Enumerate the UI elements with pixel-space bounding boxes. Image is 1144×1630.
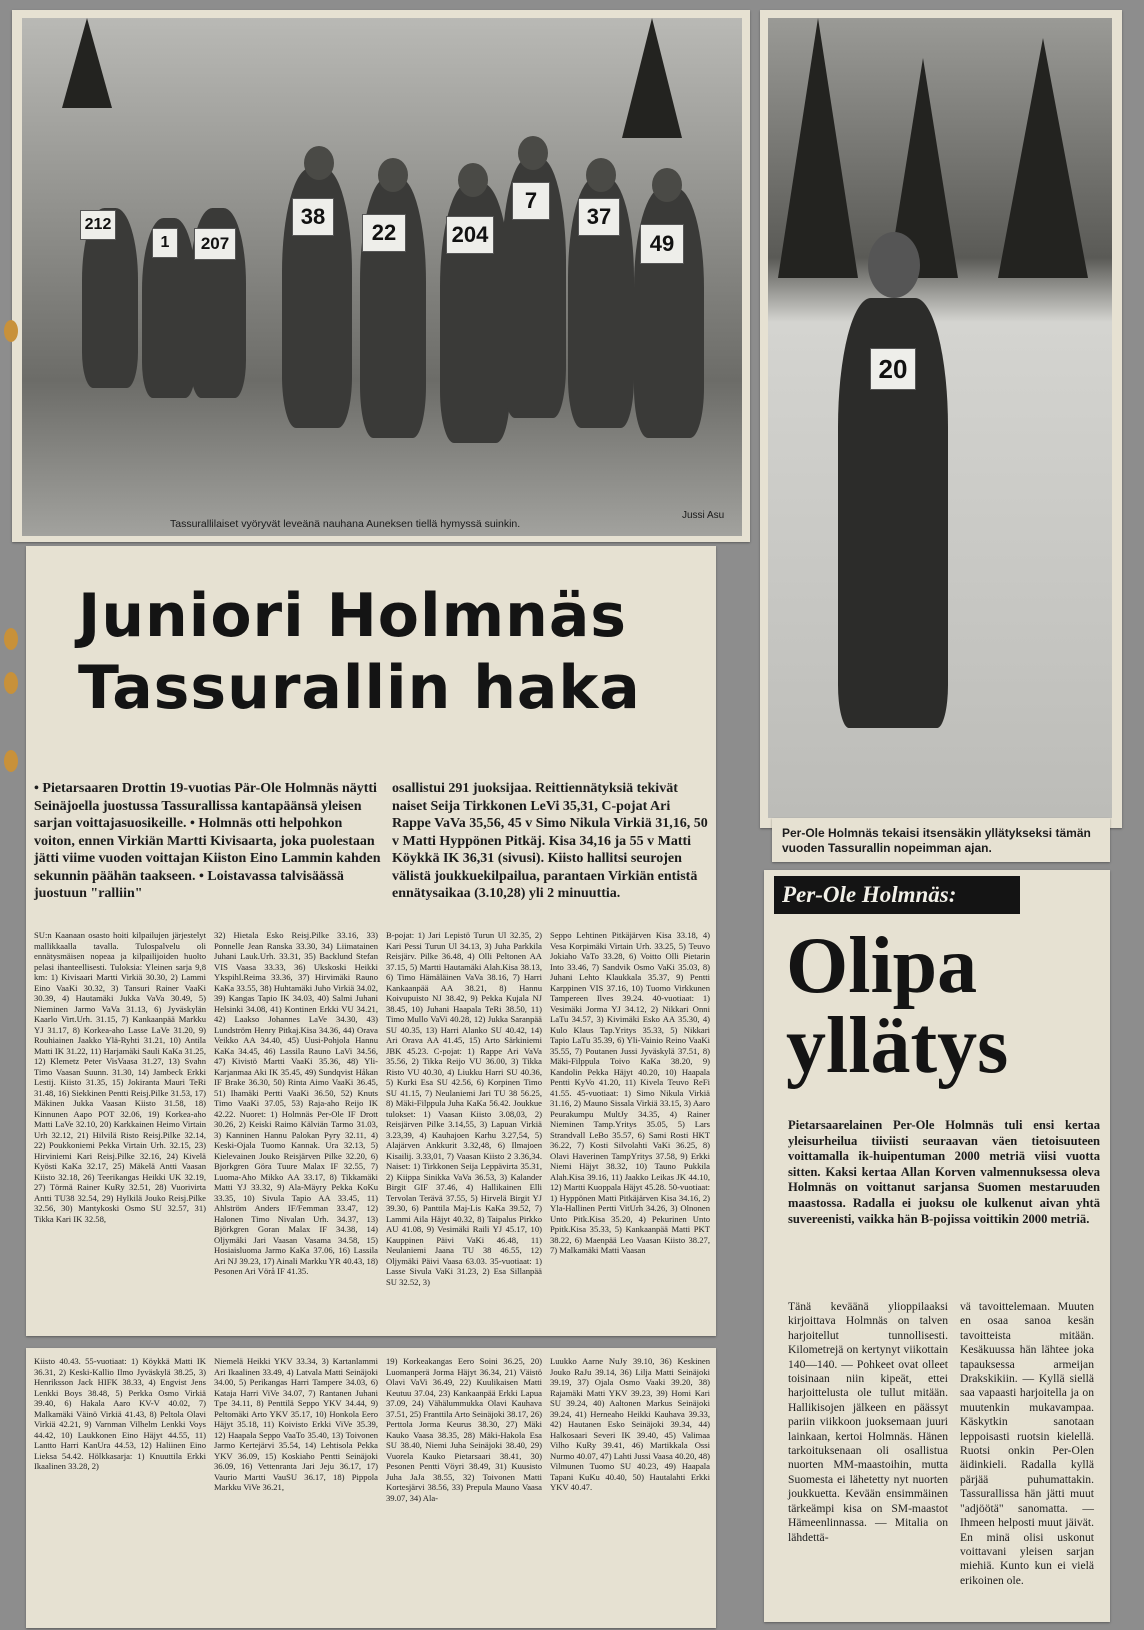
photo-credit: Jussi Asu <box>682 510 725 521</box>
runner-head <box>652 168 682 202</box>
race-bib: 38 <box>292 198 334 236</box>
race-bib: 1 <box>152 228 178 258</box>
race-bib: 212 <box>80 210 116 240</box>
interview-body-column: vä tavoittelemaan. Muuten en osaa sanoa kesän tavoitteista mitään. Kesäkuussa hän lähtee joka tapauksessa armeijan Drakskikiin. — Kyllä siellä saa vapaasti harjoitella ja on muutenkin mukavampaa. Käskytkin sanotaan leppoisasti ruotsin kielellä. Ruotsi onkin Per-Olen äidinkieli. Radalla kyllä pärjää puhumattakin. Tassurallissa hän jätti muut "adjöötä" sanomatta. — Ihmeen helposti muut jäivät. En minä olisi uskonut voittavani yleisen sarjan miehiä. Kunto kun ei vielä erikoinen ole. <box>960 1300 1094 1587</box>
binder-hole <box>4 750 18 772</box>
title-line-1: Olipa <box>786 922 978 1010</box>
lead-paragraph: • Pietarsaaren Drottin 19-vuotias Pär-Ole Holmnäs näytti Seinäjoella juostussa Tassurallissa kantapäänsä yleisen sarjan voittajasuosikeille. • Holmnäs otti helpohkon voiton, ennen Virkiän Martti Kivisaarta, joka puolestaan jätti viime vuoden voittajan Kiiston Eino Lammin kahden sekunnin päähän taakseen. • Loistavassa talvisäässä juostuun "ralliin" <box>34 781 381 901</box>
runner-head <box>458 163 488 197</box>
race-bib: 7 <box>512 182 550 220</box>
interview-body-column: Tänä keväänä ylioppilaaksi kirjoittava Holmnäs on talven harjoitellut tunnollisesti. Kilometrejä on kertynyt viikottain 140—140. — Pohkeet ovat olleet toisinaan niin kipeät, ettei harjoittelusta ole tullut mitään. Hallikisojen jälkeen en päässyt pariin viikkoon juoksemaan juuri lainkaan, kertoi Holmnäs. Hänen tarkoituksenaan oli osallistua nuorten MM-maastoihin, mutta Suomesta ei lähetetty nyt nuorten joukkuetta. Kevään ensimmäinen tärkeämpi kisa on SM-maastot Hämeenlinnassa. — Mitalia on lähdettä- <box>788 1300 948 1544</box>
race-bib: 49 <box>640 224 684 264</box>
tree <box>778 18 858 278</box>
runner-photo <box>768 18 1112 818</box>
photo-caption: Tassurallilaiset vyöryvät leveänä nauhana Auneksen tiellä hymyssä suinkin. <box>170 518 521 530</box>
binder-hole <box>4 672 18 694</box>
results-column: 19) Korkeakangas Eero Soini 36.25, 20) Luomanperä Jorma Häjyt 36.34, 21) Väistö Olavi VaVi 36.49, 22) Kuulikaisen Matti Keutuu 37.04, 23) Kankaanpää Erkki Lapua 37.09, 24) Vähälummukka Olavi Kauhava 37.51, 25) Franttila Arto Seinäjoki 38.17, 26) Perttola Jorma Keurus 38.30, 27) Mäki Kauko Vaasa 38.35, 28) Mäki-Hakola Esa SU 38.40, Niemi Juha Seinäjoki 38.40, 29) Vuorela Kauko Pietarsaari 38.41, 30) Pesonen Pentti Vöyri 38.49, 31) Kuusisto Juha JaJa 38.55, 32) Toivonen Matti Kortesjärvi 38.56, 33) Prepula Mauno Vaasa 39.07, 34) Ala- <box>386 1356 542 1503</box>
race-bib: 204 <box>446 216 494 254</box>
tree <box>62 18 112 108</box>
results-column: Kiisto 40.43. 55-vuotiaat: 1) Köykkä Matti IK 36.31, 2) Keski-Kallio Ilmo Jyväskylä 38.25, 3) Henriksson Jack HIFK 38.33, 4) Engvist Jens Lenkki Boys 38.48, 5) Perkka Osmo Virkiä 39.40, 6) Hakala Aaro KV-V 40.02, 7) Malkamäki Väinö Virkiä 41.43, 8) Peltola Olavi Virkiä 42.21, 9) Varnman Vilhelm Lenkki Voys 44.42, 10) Laukkonen Eino Häjyt 44.55, 11) Lantto Harri KanUra 44.53, 12) Haliinen Eino Lieksa 54.42. Hölkkasarja: 1) Knuuttila Erkki Ikaalinen 33.28, 2) <box>34 1356 206 1471</box>
results-column: B-pojat: 1) Jari Lepistö Turun Ul 32.35, 2) Kari Pessi Turun Ul 34.13, 3) Juha Parkkila Reisjärv. Pilke 36.48, 4) Olli Peltonen AA 37.15, 5) Martti Hautamäki Alah.Kisa 38.13, 6) Timo Hämäläinen VaVa 38.16, 7) Harri Kankaanpää AA 38.21, 8) Hannu Koivupuisto NJ 38.42, 9) Pekka Kujala NJ 38.45, 10) Juhani Haapala TeRi 38.50, 11) Timo Mullo VaVi 40.28, 12) Jukka Saranpää SU 40.35, 13) Harri Alanko SU 40.42, 14) Ari Orava AA 41.45, 15) Arto Särkiniemi JBK 45.23. C-pojat: 1) Rappe Ari VaVa 35.56, 2) Tikka Reijo VU 36.00, 3) Tikka Risto VU 40.30, 4) Liukku Harri SU 40.36, 5) Kurki Esa SU 42.56, 6) Korpinen Timo SU 41.15, 7) Neulaniemi Jari TU 38 56.25, 8) Mäki-Filppula Juha KaKa 56.42. Joukkue tulokset: 1) Vaasan Kiisto 3.08,03, 2) Reisjärven Pilke 3.14,55, 3) Lapuan Virkiä 3.23,39, 4) Kauhajoen Karhu 3.27,54, 5) Alajärven Ankkurit 3.32,48, 6) Ilmajoen Kisailij. 3.33,01, 7) Vaasan Kiisto 2 3.36,34. Naiset: 1) Tirkkonen Seija Leppävirta 35.31, 2) Kiippa Sinikka VaVa 36.53, 3) Kalander Birgit GIF 37.46, 4) Hallikainen Elli Tervolan Terävä 37.55, 5) Hirvelä Birgit YJ 39.30, 6) Panttila Maj-Lis KaKa 39.52, 7) Lammi Aila Häjyt 40.32, 8) Taipalus Pirkko AU 41.08, 9) Vesimäki Raili YJ 45.17, 10) Kauppinen Päivi VaKi 46.48, 11) Neulaniemi Jaana TU 38 46.55, 12) Oljymäki Päivi Vaasa 63.03. 35-vuotiaat: 1) Lasse Sivula VaKi 31.23, 2) Esa Sillanpää SU 32.52, 3) <box>386 930 542 1287</box>
headline-line-2: Tassurallin haka <box>78 653 641 723</box>
headline-line-1: Juniori Holmnäs <box>78 581 628 651</box>
race-bib: 37 <box>578 198 620 236</box>
interview-lead: Pietarsaarelainen Per-Ole Holmnäs tuli ensi kertaa yleisurheilua tiiviisti seuraavan väen tietoisuuteen voittamalla ik-huipentuman 2000 metriä viisi vuotta sitten. Kaksi kertaa Allan Korven valmennuksessa oleva Holmnäs on voittanut sarjansa Suomen mestaruuden maastossa. Radalla ei juoksu ole kulkenut aivan yhtä suvereenisti, vaikka hän B-pojissa voittikin 2000 metriä. <box>788 1118 1100 1226</box>
interview-title <box>786 922 1086 1090</box>
kicker-banner: Per-Ole Holmnäs: <box>774 876 1020 914</box>
tree <box>622 18 682 138</box>
tree <box>998 38 1088 278</box>
photo-caption: Per-Ole Holmnäs tekaisi itsensäkin yllätykseksi tämän vuoden Tassurallin nopeimman ajan. <box>782 826 1091 855</box>
lead-paragraph: osallistui 291 juoksijaa. Reittiennätyksiä tekivät naiset Seija Tirkkonen LeVi 35,31, C-pojat Ari Rappe VaVa 35,56, 45 v Simo Nikula Virkiä 31,16, 50 v Matti Hyppönen Pitkäj. Kisa 34,16 ja 55 v Matti Köykkä IK 36,31 (sivusi). Kiisto hallitsi seurojen välistä joukkuekilpailua, parantaen Virkiän entistä ennätysaikaa (3.10,28) yli 2 minuuttia. <box>392 781 708 901</box>
runner-head <box>868 232 920 298</box>
runner-head <box>518 136 548 170</box>
race-bib: 22 <box>362 214 406 252</box>
race-bib: 20 <box>870 348 916 390</box>
binder-hole <box>4 320 18 342</box>
runners-crowd-photo <box>22 18 742 536</box>
runner-head <box>378 158 408 192</box>
results-column: Luukko Aarne NuJy 39.10, 36) Keskinen Jouko RaJu 39.14, 36) Lilja Matti Seinäjoki 39.19, 37) Ojala Osmo Vaaki 39.20, 38) Rajamäki Matti YKV 39.23, 39) Homi Kari SU 39.24, 40) Aaltonen Markus Seinäjoki 39.24, 41) Herneaho Heikki Kauhava 39.33, 42) Hautanen Esko Seinäjoki 39.34, 44) Halkosaari Severi IK 39.40, 45) Valimaa Vilho KuRy 39.41, 46) Martikkala Ossi Nurmo 40.07, 47) Lahti Jussi Vaasa 40.20, 48) Vilmunen Tuomo SU 40.23, 49) Haapala Tapani KuKu 40.40, 50) Hautalahti Erkki YKV 40.47. <box>550 1356 710 1492</box>
runner-head <box>586 158 616 192</box>
results-column: 32) Hietala Esko Reisj.Pilke 33.16, 33) Ponnelle Jean Ranska 33.30, 34) Liimatainen Juhani Lauk.Urh. 33.31, 35) Backlund Stefan VIS Vaasa 33.33, 36) Ukskoski Heikki Ykspihl.Reima 33.36, 37) Hirvimäki Rauno KaKa 33.55, 38) Huhtamäki Juho Virkiä 34.02, 39) Kangas Tapio IK 34.03, 40) Salmi Juhani Helsinki 34.08, 41) Kontinen Erkki VU 34.21, 42) Laakso Johannes LaVe 34.30, 43) Lundström Henry Pitkaj.Kisa 34.36, 44) Orava Veikko AA 34.40, 45) Uusi-Pohjola Hannu KaKa 34.45, 46) Lassila Rauno LaVi 34.56, 47) Kivistö Martti VaaKi 35.36, 48) Yli-Karjanmaa Aki IK 35.45, 49) Sundqvist Håkan IF Brake 36.30, 50) Rinta Aimo VaaKi 36.45, 51) Ihamäki Pertti VaaKi 36.50, 52) Knuts Timo VaaKi 37.05, 53) Raja-aho Reijo IK 42.22. Nuoret: 1) Holmnäs Per-Ole IF Drott 30.26, 2) Keiski Raimo Kälviän Tarmo 31.03, 3) Kanninen Hannu Palokan Pyry 32.11, 4) Keski-Ojala Tuomo Kannak. Ura 32.13, 5) Kielevainen Jouko Reisjärven Pilke 32.20, 6) Bjorkgren Göra Tuure Malax IF 32.55, 7) Luoma-Aho Mikko AA 33.17, 8) Tikkamäki Matti YJ 33.32, 9) Ala-Mäyry Pekka KoKu 33.35, 10) Sivula Tapio AA 33.45, 11) Ahlström Anders IF/Femman 33.47, 12) Halonen Timo Nivalan Urh. 34.37, 13) Björkgren Goran Malax IF 34.38, 14) Oljymäki Jari Vaasan Vasama 34.58, 15) Hosiaisluoma Jarmo KaKa 37.06, 16) Lassila Ari NJ 39.23, 17) Ainali Markku YR 40.43, 18) Pesonen Ari Vörå IF 41.35. <box>214 930 378 1276</box>
race-bib: 207 <box>194 228 236 260</box>
results-column: Niemelä Heikki YKV 33.34, 3) Kartanlammi Ari Ikaalinen 33.49, 4) Latvala Matti Seinäjoki 34.00, 5) Perikangas Harri Tampere 34.03, 6) Kataja Harri ViVe 34.07, 7) Rantanen Juhani Tpe 34.11, 8) Penttilä Seppo YKV 34.44, 9) Peltomäki Arto YKV 35.17, 10) Honkola Eero Häjyt 35.18, 11) Koivisto Erkki ViVe 35.39, 12) Haapala Seppo VaaTo 35.40, 13) Toivonen Jarmo Kertejärvi 35.54, 14) Lehtisola Pekka YKV 36.09, 15) Koskiaho Pentti Seinäjoki 36.09, 16) Vettenranta Jari Jeju 36.17, 17) Vaurio Martti VauSU 36.17, 18) Pippola Markku ViVe 36.21, <box>214 1356 378 1492</box>
headline <box>78 580 688 724</box>
runner-head <box>304 146 334 180</box>
results-column: SU:n Kaanaan osasto hoiti kilpailujen järjestelyt mallikkaalla tavalla. Tulospalvelu oli ennätysmäisen nopeaa ja kilpailijoiden huolto pelasi ihanteellisesti. Tuloksia: Yleinen sarja 9,8 km: 1) Kivisaari Martti Virkiä 30.30, 2) Lammi Eino VaaKi 30.32, 3) Tansuri Rainer VaaKi 30.39, 4) Hautamäki Jukka VaVa 30.49, 5) Nieminen Jarmo VaVa 31.13, 6) Jyväskylän Kaarlo Virt.Urh. 31.15, 7) Kankaanpää Markku YJ 31.17, 8) Korkea-aho Lasse LaVe 31.20, 9) Rouhiainen Jaakko Ylä-Ryhti 31.21, 10) Antila Matti IK 31.22, 11) Harjamäki Sauli KaKa 31.25, 12) Klemetz Peter VisVaasa 31.27, 13) Svahn Timo Vaasan Suunn. 31.30, 14) Jambeck Erkki Lestij. Kiisto 31.35, 15) Jokiranta Mauri TeRi 31.48, 16) Siekkinen Pentti Reisj.Pilke 31.53, 17) Mäkinen Jukka Vaasan Kiisto 31.58, 18) Kinnunen Aapo POT 32.06, 19) Korkea-aho Matti LaVe 32.10, 20) Karkkainen Heimo Virtain Urh 32.12, 21) Hilvilä Risto Reisj.Pilke 32.14, 22) Poukkoniemi Pekka Virtain Urh. 32.15, 23) Hirviniemi Kari Reisj.Pilke 32.16, 24) Kivelä Kyösti KaKa 32.17, 25) Mäkelä Antti Vaasan Kiisto 32.18, 26) Teerikangas Heikki UK 32.19, 27) Törmä Rainer KuRy 32.51, 28) Vuorivirta Antti TU38 32.54, 29) Hylkilä Jouko Reisj.Pilke 32.56, 30) Mantykoski Osmo SU 32.57, 31) Tikka Kari IK 32.58, <box>34 930 206 1224</box>
results-column: Seppo Lehtinen Pitkäjärven Kisa 33.18, 4) Vesa Korpimäki Virtain Urh. 33.25, 5) Teuvo Jokiaho VaTo 33.28, 6) Voitto Olli Pietarin Into 33.46, 7) Sandvik Osmo VaKi 35.03, 8) Juhani Lehto Klaukkala 35.37, 9) Pentti Karppinen VIS 37.16, 10) Tuomo Virkkunen Tampereen Ilves 39.24. 40-vuotiaat: 1) Vesimäki Jorma YJ 34.12, 2) Nikkari Onni LaTu 34.57, 3) Kivimäki Esko AA 35.30, 4) Kulo Klaus Tap.Yritys 35.33, 5) Nikkari Tapio LaTu 35.39, 6) Yli-Vainio Reino VaaKi 35.55, 7) Poutanen Jussi Jyväskylä 37.51, 8) Mäki-Filppula Toivo KaKa 38.20, 9) Kandolin Pekka Häjyt 40.20, 10) Haapala Pentti KyVo 41.20, 11) Kivela Teuvo ReFi 41.55. 45-vuotiaat: 1) Simo Nikula Virkiä 31.16, 2) Mauno Sissala Virkiä 33.15, 3) Aaro Peurakumpu MultJy 34.35, 4) Rainer Nieminen Tamp.Yritys 35.05, 5) Lars Strandvall LeBo 35.57, 6) Sami Rosti HKT 36.22, 7) Kosti Silvolahti VaKi 36.25, 8) Olavi Haverinen TampYritys 37.58, 9) Erkki Niemi Häjyt 38.32, 10) Tauno Pukkila Alah.Kisa 39.16, 11) Jaakko Leikas JK 44.10, 12) Martti Kuoppala Häjyt 45.28. 50-vuotiaat: 1) Hyppönen Matti Pitkäjärven Kisa 34.16, 2) Yla-Hallinen Pertti VitUrh 34.26, 3) Olnonen Unto Pitk.Kisa 35.20, 4) Pekurinen Unto Ppitk.Kisa 35.33, 5) Kankaanpää Matti PKT 38.22, 6) Maenpää Leo Vaasan Kiisto 38.27, 7) Malkamäki Matti Vaasan <box>550 930 710 1255</box>
binder-hole <box>4 628 18 650</box>
title-line-2: yllätys <box>786 1002 1009 1090</box>
